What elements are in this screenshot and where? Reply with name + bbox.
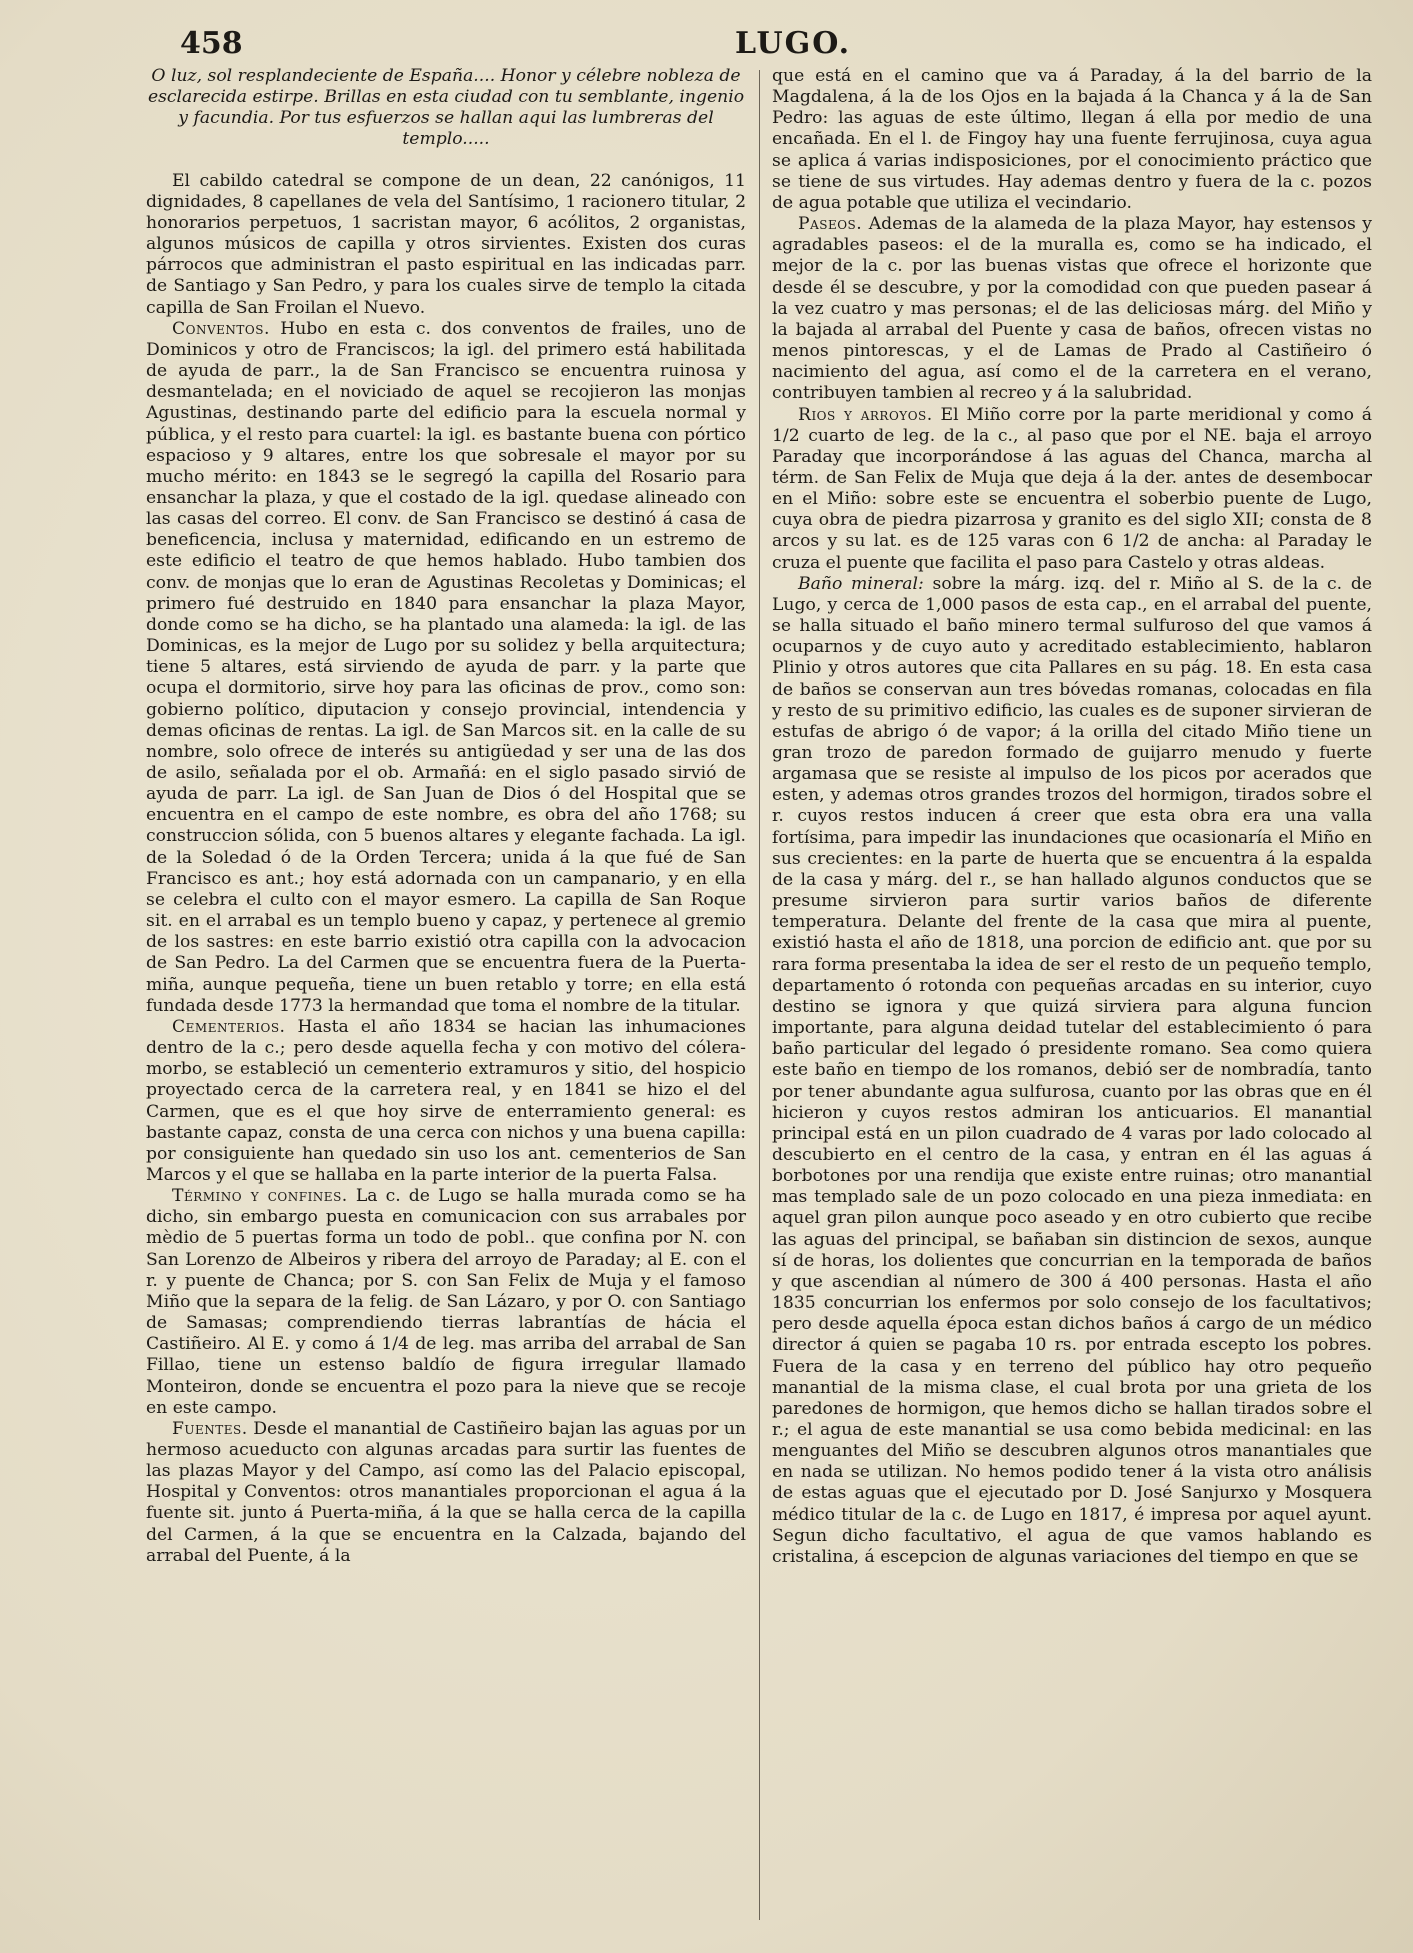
paragraph-paseos	[772, 214, 1372, 404]
cementerios-text: Hasta el año 1834 se hacian las inhumaciones dentro de la c.; pero desde aquella fecha y con motivo del cólera-morbo, se estableció un cementerio extramuros y sitio, del hospicio proyectado cerca de la carretera real, y en 1841 se hizo el del Carmen, que es el que hoy sirve de enterramiento general: es bastante capaz, consta de una cerca con nichos y una buena capilla: por consiguiente han quedado sin uso los ant. cementerios de San Marcos y el que se hallaba en la parte interior de la puerta Falsa.	[146, 1016, 746, 1185]
paragraph-conventos	[146, 319, 746, 1017]
paragraph-rios	[772, 405, 1372, 574]
paragraph-continuation	[772, 66, 1372, 214]
conventos-text: Hubo en esta c. dos conventos de frailes, uno de Dominicos y otro de Franciscos; la igl. del primero está habilitada de ayuda de parr., la de San Francisco se encuentra ruinosa y desmantelada; en el noviciado de aquel se recojieron las monjas Agustinas, destinando parte del edificio para la escuela normal y pública, y el resto para cuartel: la igl. es bastante buena con pórtico espacioso y 9 altares, entre los que sobresale el mayor por su mucho mérito: en 1843 se le segregó la capilla del Rosario para ensanchar la plaza, y que el costado de la igl. quedase alineado con las casas del correo. El conv. de San Francisco se destinó á casa de beneficencia, inclusa y maternidad, edificando en un estremo de este edificio el teatro de que hemos hablado. Hubo tambien dos conv. de monjas que lo eran de Agustinas Recoletas y Dominicas; el primero fué destruido en 1840 para ensanchar la plaza Mayor, donde como se ha dicho, se ha plantado una alameda: la igl. de las Dominicas, es la mejor de Lugo por su solidez y bella arquitectura; tiene 5 altares, está sirviendo de ayuda de parr. y la parte que ocupa el dormitorio, sirve hoy para las oficinas de prov., como son: gobierno político, diputacion y consejo provincial, intendencia y demas oficinas de rentas. La igl. de San Marcos sit. en la calle de su nombre, solo ofrece de interés su antigüedad y ser una de las dos de asilo, señalada por el ob. Armañá: en el siglo pasado sirvió de ayuda de parr. La igl. de San Juan de Dios ó del Hospital que se encuentra en el campo de este nombre, es obra del año 1768; su construccion sólida, con 5 buenos altares y elegante fachada. La igl. de la Soledad ó de la Orden Tercera; unida á la que fué de San Francisco es ant.; hoy está adornada con un campanario, y en ella se celebra el culto con el mayor esmero. La capilla de San Roque sit. en el arrabal es un templo bueno y capaz, y pertenece al gremio de los sastres: en este barrio existió otra capilla con la advocacion de San Pedro. La del Carmen que se encuentra fuera de la Puerta-miña, aunque pequeña, tiene un buen retablo y torre; en ella está fundada desde 1773 la hermandad que toma el nombre de la titular.	[146, 318, 746, 1016]
rios-text: El Miño corre por la parte meridional y como á 1/2 cuarto de leg. de la c., al paso que por el NE. baja el arroyo Paraday que incorporándose á las aguas del Chanca, marcha al térm. de San Felix de Muja que deja á la der. antes de desembocar en el Miño: sobre este se encuentra el soberbio puente de Lugo, cuya obra de piedra pizarrosa y granito es del siglo XII; consta de 8 arcos y su lat. es de 125 varas con 6 1/2 de ancha: al Paraday le cruza el puente que facilita el paso para Castelo y otras aldeas.	[772, 404, 1372, 573]
paragraph-bano-mineral	[772, 574, 1372, 1568]
column-divider	[759, 70, 760, 1920]
section-heading-conventos: Conventos.	[172, 318, 270, 339]
page-number: 458	[180, 26, 243, 61]
paragraph-cementerios	[146, 1017, 746, 1186]
bano-mineral-text: sobre la márg. izq. del r. Miño al S. de la c. de Lugo, y cerca de 1,000 pasos de esta cap., en el arrabal del puente, se halla situado el baño minero termal sulfuroso del que vamos á ocuparnos y de cuyo auto y acreditado establecimiento, hablaron Plinio y otros autores que cita Pallares en su pág. 18. En esta casa de baños se conservan aun tres bóvedas romanas, colocadas en fila y resto de su primitivo edificio, las cuales es de suponer sirvieran de estufas de abrigo ó de vapor; á la orilla del citado Miño tiene un gran trozo de paredon formado de guijarro menudo y fuerte argamasa que se resiste al impulso de los picos por acerados que esten, y ademas otros grandes trozos del hormigon, tirados sobre el r. cuyos restos inducen á creer que esta obra era una valla fortísima, para impedir las inundaciones que ocasionaría el Miño en sus crecientes: en la parte de huerta que se encuentra á la espalda de la casa y márg. del r., se han hallado algunos conductos que se presume sirvieron para surtir varios baños de diferente temperatura. Delante del frente de la casa que mira al puente, existió hasta el año de 1818, una porcion de edificio ant. que por su rara forma presentaba la idea de ser el resto de un pequeño templo, departamento ó rotonda con pequeñas arcadas en su interior, cuyo destino se ignora y que quizá sirviera para alguna funcion importante, para alguna deidad tutelar del establecimiento ó para baño particular del legado ó presidente romano. Sea como quiera este baño en tiempo de los romanos, debió ser de nombradía, tanto por tener abundante agua sulfurosa, cuanto por las obras que en él hicieron y cuyos restos admiran los anticuarios. El manantial principal está en un pilon cuadrado de 4 varas por lado colocado al descubierto en el centro de la casa, y entran en él las aguas á borbotones por una rendija que existe entre ruinas; otro manantial mas templado sale de un pozo colocado en una pieza inmediata: en aquel gran pilon aunque poco aseado y en otro cubierto que recibe las aguas del principal, se bañaban sin distincion de sexos, aunque sí de horas, los dolientes que concurrian en la temporada de baños y que ascendian al número de 300 á 400 personas. Hasta el año 1835 concurrian los enfermos por solo consejo de los facultativos; pero desde aquella época estan dichos baños á cargo de un médico director á quien se pagaba 10 rs. por entrada escepto los pobres. Fuera de la casa y en terreno del público hay otro pequeño manantial de la misma clase, el cual brota por una grieta de los paredones de hormigon, que hemos dicho se hallan tirados sobre el r.; el agua de este manantial se usa como bebida medicinal: en las menguantes del Miño se descubren algunos otros manantiales que en nada se utilizan. No hemos podido tener á la vista otro análisis de estas aguas que el ejecutado por D. José Sanjurxo y Mosquera médico titular de la c. de Lugo en 1817, é impresa por aquel ayunt. Segun dicho facultativo, el agua de que vamos hablando es cristalina, á escepcion de algunas variaciones del tiempo en que se	[772, 573, 1372, 1567]
section-heading-rios: Rios y arroyos.	[798, 404, 933, 425]
cabildo-text: El cabildo catedral se compone de un dean, 22 canónigos, 11 dignidades, 8 capellanes de vela del Santísimo, 1 racionero titular, 2 honorarios perpetuos, 1 sacristan mayor, 6 acólitos, 2 organistas, algunos músicos de capilla y otros sirvientes. Existen dos curas párrocos que administran el pasto espiritual en las indicadas parr. de Santiago y San Pedro, y para los cuales sirve de templo la citada capilla de San Froilan el Nuevo.	[146, 170, 746, 318]
running-head	[180, 22, 1373, 72]
paragraph-termino	[146, 1186, 746, 1419]
paseos-text: Ademas de la alameda de la plaza Mayor, hay estensos y agradables paseos: el de la muralla es, como se ha indicado, el mejor de la c. por las buenas vistas que ofrece el horizonte que desde él se descubre, y por la comodidad con que pueden pasear á la vez cuatro y mas personas; el de las deliciosas márg. del Miño y la bajada al arrabal del Puente y casa de baños, ofrecen vistas no menos pintorescas, y el de Lamas de Prado al Castiñeiro ó nacimiento del agua, así como el de la carretera en el verano, contribuyen tambien al recreo y á la salubridad.	[772, 214, 1372, 404]
page-title: LUGO.	[735, 26, 852, 61]
paragraph-fuentes	[146, 1419, 746, 1567]
section-heading-termino: Término y confines.	[172, 1186, 348, 1207]
right-column	[772, 66, 1372, 1568]
section-heading-paseos: Paseos.	[798, 214, 863, 235]
termino-text: La c. de Lugo se halla murada como se ha dicho, sin embargo puesta en comunicacion con sus arrabales por mèdio de 5 puertas forma un todo de pobl.. que confina por N. con San Lorenzo de Albeiros y ribera del arroyo de Paraday; al E. con el r. y puente de Chanca; por S. con San Felix de Muja y el famoso Miño que la separa de la felig. de San Lázaro, y por O. con Santiago de Samasas; comprendiendo tierras labrantías de hácia el Castiñeiro. Al E. y como á 1/4 de leg. mas arriba del arrabal de San Fillao, tiene un estenso baldío de figura irregular llamado Monteiron, donde se encuentra el pozo para la nieve que se recoje en este campo.	[146, 1186, 746, 1418]
section-heading-fuentes: Fuentes.	[172, 1418, 248, 1439]
continuation-text: que está en el camino que va á Paraday, á la del barrio de la Magdalena, á la de los Ojos en la bajada á la Chanca y á la de San Pedro: las aguas de este último, llegan á ella por medio de una encañada. En el l. de Fingoy hay una fuente ferrujinosa, cuya agua se aplica á varias indisposiciones, por el conocimiento práctico que se tiene de sus virtudes. Hay ademas dentro y fuera de la c. pozos de agua potable que utiliza el vecindario.	[772, 66, 1372, 213]
paragraph-cabildo	[146, 171, 746, 319]
section-heading-cementerios: Cementerios.	[172, 1016, 286, 1037]
section-heading-bano-mineral: Baño mineral:	[798, 573, 924, 594]
left-column	[146, 66, 746, 1567]
fuentes-text: Desde el manantial de Castiñeiro bajan las aguas por un hermoso acueducto con algunas arcadas para surtir las fuentes de las plazas Mayor y del Campo, así como las del Palacio episcopal, Hospital y Conventos: otros manantiales proporcionan el agua á la fuente sit. junto á Puerta-miña, á la que se halla cerca de la capilla del Carmen, á la que se encuentra en la Calzada, bajando del arrabal del Puente, á la	[146, 1418, 747, 1566]
latin-translation-intro: O luz, sol resplandeciente de España.... Honor y célebre nobleza de esclarecida estirpe. Brillas en esta ciudad con tu semblante, ingenio y facundia. Por tus esfuerzos se hallan aqui las lumbreras del templo.....	[147, 66, 745, 150]
